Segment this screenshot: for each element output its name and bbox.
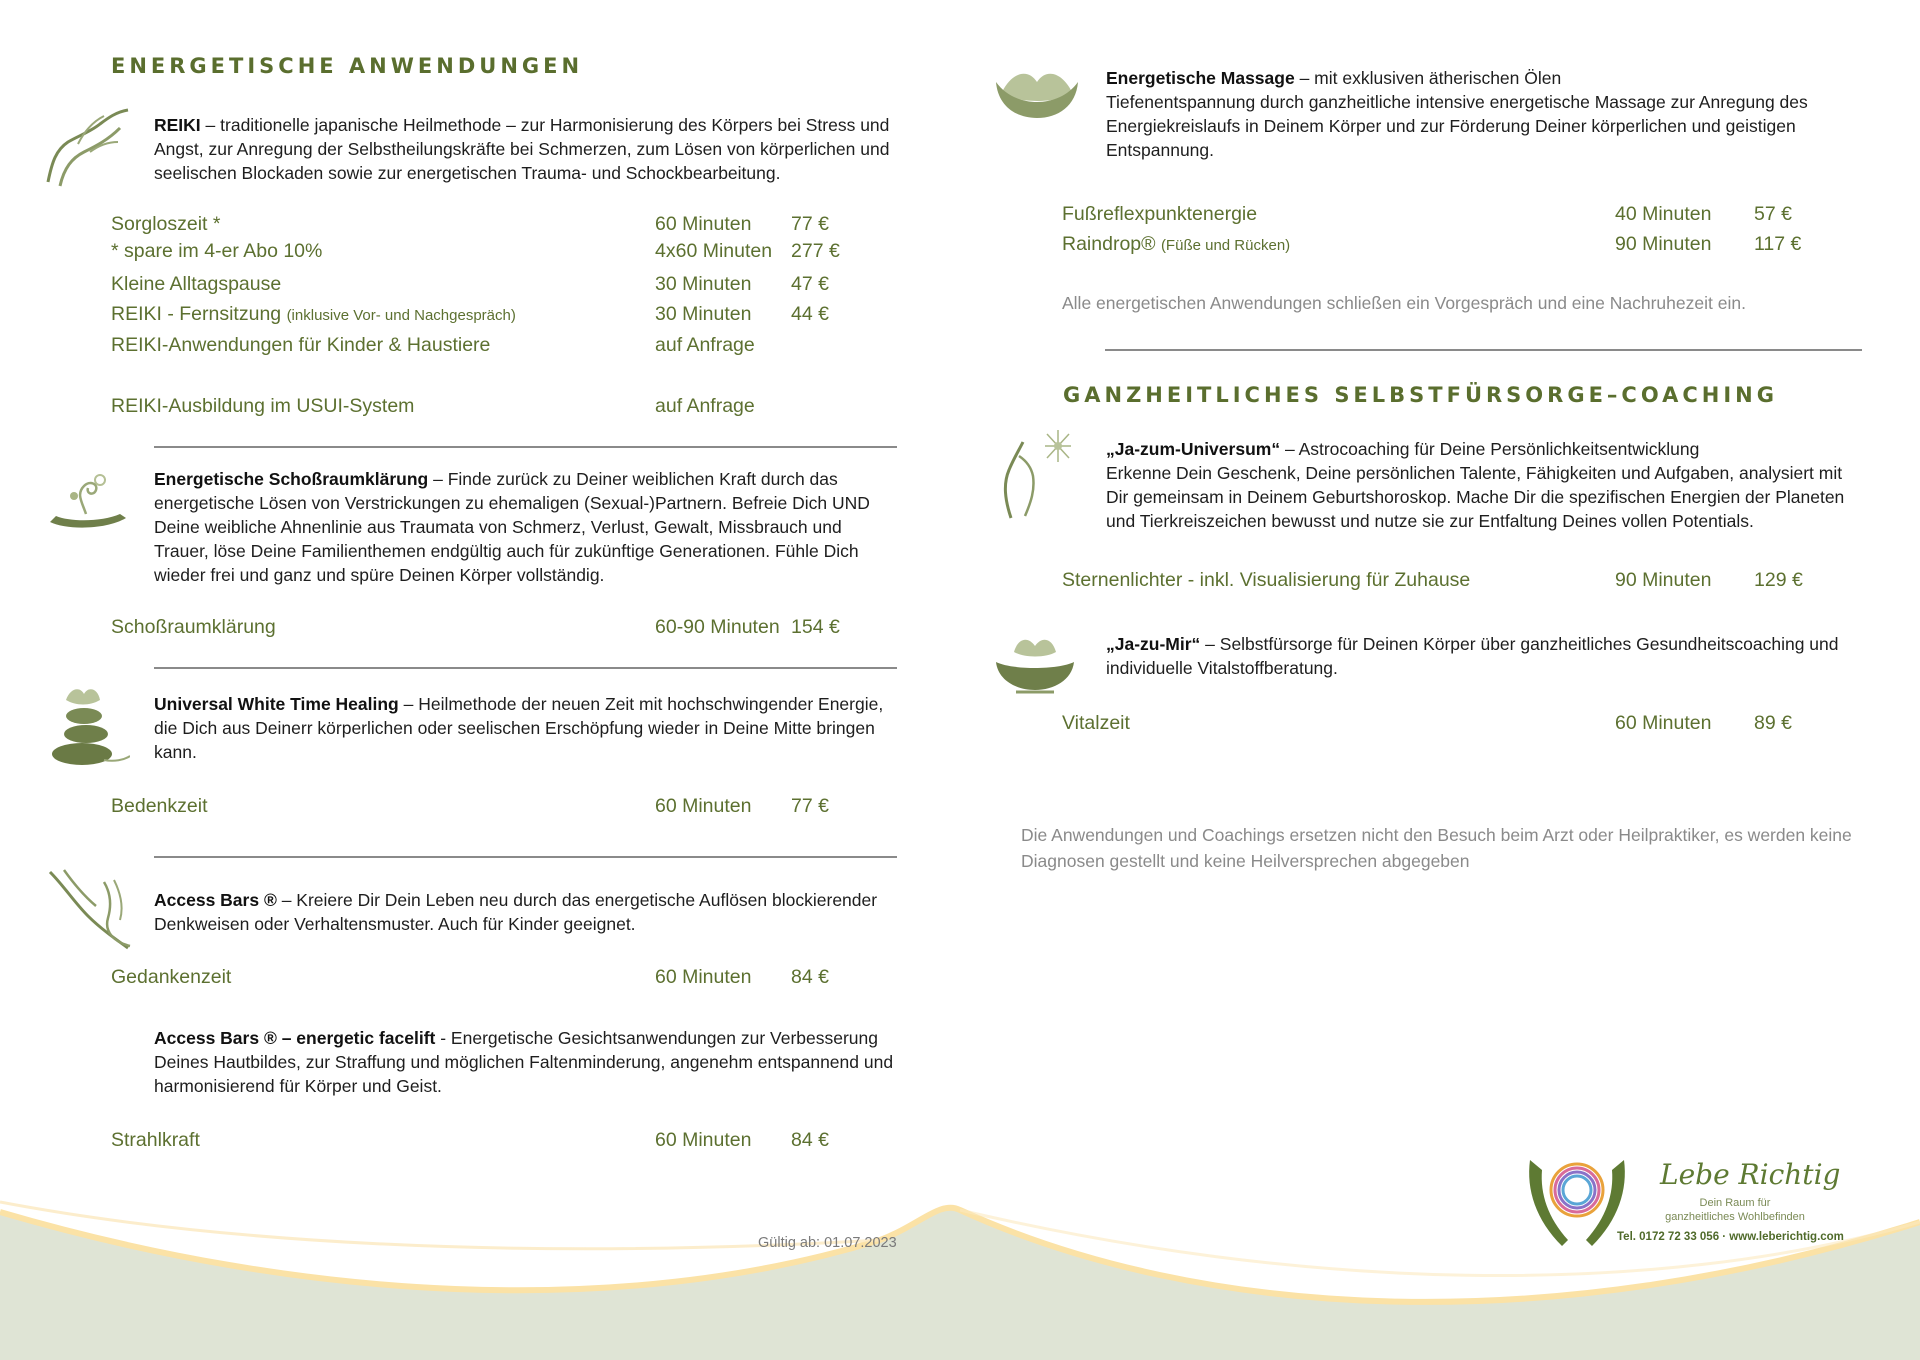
service-price: 44 €	[791, 303, 829, 325]
price-row	[1062, 712, 1862, 742]
access-description	[154, 888, 900, 936]
service-price: 89 €	[1754, 712, 1792, 734]
service-name-note: (Füße und Rücken)	[1160, 237, 1291, 254]
service-name: Strahlkraft	[111, 1129, 200, 1151]
logo-tagline-1: Dein Raum für	[1699, 1197, 1771, 1209]
service-price: 154 €	[791, 616, 840, 638]
price-row	[111, 966, 911, 996]
price-row	[111, 273, 911, 303]
divider	[154, 667, 897, 669]
disclaimer: Die Anwendungen und Coachings ersetzen nicht den Besuch beim Arzt oder Heilpraktiker, es werden keine Diagnosen gestellt und keine Heilversprechen abgegeben	[1021, 825, 1852, 871]
service-price: 117 €	[1754, 233, 1802, 255]
service-price: 47 €	[791, 273, 829, 295]
service-name-text: REIKI - Fernsitzung	[111, 303, 282, 325]
logo-name: Lebe Richtig	[1660, 1158, 1841, 1191]
service-price: 277 €	[791, 240, 840, 262]
section-title-coaching: GANZHEITLICHES SELBSTFÜRSORGE–COACHING	[1063, 383, 1778, 407]
price-row	[111, 240, 911, 270]
massage-subtitle: – mit exklusiven ätherischen Ölen	[1294, 68, 1562, 88]
service-name: Kleine Alltagspause	[111, 273, 282, 295]
service-price: 77 €	[791, 213, 829, 235]
price-row	[111, 1129, 911, 1159]
service-name-note: (inklusive Vor- und Nachgespräch)	[286, 307, 516, 324]
price-row	[111, 795, 911, 825]
service-price: 77 €	[791, 795, 829, 817]
service-duration: 60 Minuten	[655, 795, 752, 817]
mir-title: „Ja-zu-Mir“	[1106, 634, 1201, 654]
service-duration: 60 Minuten	[655, 966, 752, 988]
valid-date: Gültig ab: 01.07.2023	[758, 1235, 897, 1251]
service-name: Fußreflexpunktenergie	[1062, 203, 1258, 225]
price-row	[111, 334, 911, 364]
mir-description	[1106, 632, 1866, 680]
service-duration: 60 Minuten	[655, 213, 752, 235]
service-name	[1062, 233, 1290, 256]
bottom-wave	[0, 1170, 1920, 1360]
uwth-text: – Heilmethode der neuen Zeit mit hochschwingender Energie, die Dich aus Deinerr körperlichen oder seelischen Erschöpfung wieder in Deine Mitte bringen kann.	[154, 694, 884, 762]
service-price: 129 €	[1754, 569, 1803, 591]
service-name: * spare im 4-er Abo 10%	[111, 240, 323, 262]
logo-contact: Tel. 0172 72 33 056 · www.leberichtig.com	[1617, 1231, 1844, 1243]
universum-text: Erkenne Dein Geschenk, Deine persönlichen Talente, Fähigkeiten und Aufgaben, analysiert mit Dir gemeinsam in Deinem Geburtshoroskop. Mache Dir die spezifischen Energien der Planeten und Tierkreiszeichen bewusst und nutze sie zur Entfaltung Deines vollen Potentials.	[1106, 463, 1845, 531]
reiki-hands-icon	[38, 102, 134, 190]
price-row	[111, 395, 911, 425]
price-row	[1062, 233, 1862, 263]
service-duration: 90 Minuten	[1615, 233, 1712, 255]
access-title: Access Bars ®	[154, 890, 277, 910]
reiki-description	[154, 113, 900, 185]
massage-note: Alle energetischen Anwendungen schließen ein Vorgespräch und eine Nachruhezeit ein.	[1062, 293, 1746, 313]
logo-tagline	[1640, 1196, 1830, 1224]
access-text: – Kreiere Dir Dein Leben neu durch das energetische Auflösen blockierender Denkweisen oder Verhaltensmuster. Auch für Kinder geeignet.	[154, 890, 878, 934]
reiki-title: REIKI	[154, 115, 201, 135]
service-name: Bedenkzeit	[111, 795, 208, 817]
service-name-text: Raindrop®	[1062, 233, 1156, 255]
service-duration: 60-90 Minuten	[655, 616, 780, 638]
service-price: 84 €	[791, 1129, 829, 1151]
schoss-title: Energetische Schoßraumklärung	[154, 469, 429, 489]
uwth-description	[154, 692, 900, 764]
price-row	[1062, 569, 1862, 599]
universum-subtitle: – Astrocoaching für Deine Persönlichkeitsentwicklung	[1280, 439, 1700, 459]
universum-title: „Ja-zum-Universum“	[1106, 439, 1281, 459]
divider	[154, 446, 897, 448]
reiki-text: – traditionelle japanische Heilmethode – zur Harmonisierung des Körpers bei Stress und Angst, zur Anregung der Selbstheilungskräfte bei Schmerzen, zum Lösen von körperlichen und seelischen Blockaden sowie zur energetischen Trauma- und Schockbearbeitung.	[154, 115, 890, 183]
service-price: 57 €	[1754, 203, 1792, 225]
service-name: Schoßraumklärung	[111, 616, 276, 638]
service-name: Vitalzeit	[1062, 712, 1130, 734]
massage-text: Tiefenentspannung durch ganzheitliche intensive energetische Massage zur Anregung des Energiekreislaufs in Deinem Körper und zur Förderung Deiner körperlichen und geistigen Entspannung.	[1106, 92, 1808, 160]
service-name: Sternenlichter - inkl. Visualisierung für Zuhause	[1062, 569, 1471, 591]
schoss-description	[154, 467, 900, 587]
universum-description	[1106, 437, 1866, 533]
facelift-description	[154, 1026, 900, 1098]
schoss-text: – Finde zurück zu Deiner weiblichen Kraft durch das energetische Lösen von Verstrickungen zu ehemaligen (Sexual-)Partnern. Befreie Dich UND Deine weibliche Ahnenlinie aus Traumata von Schmerz, Verlust, Gewalt, Missbrauch und Trauer, löse Deine Familienthemen endgültig auch für zukünftige Generationen. Fühle Dich wieder frei und ganz und spüre Deinen Körper vollständig.	[154, 469, 870, 585]
service-duration: 40 Minuten	[1615, 203, 1712, 225]
service-duration: 60 Minuten	[1615, 712, 1712, 734]
facelift-title: Access Bars ® – energetic facelift	[154, 1028, 436, 1048]
mir-text: – Selbstfürsorge für Deinen Körper über ganzheitliches Gesundheitscoaching und individuelle Vitalstoffberatung.	[1106, 634, 1839, 678]
stones-lotus-icon	[44, 680, 130, 770]
service-name: Gedankenzeit	[111, 966, 232, 988]
uwth-title: Universal White Time Healing	[154, 694, 399, 714]
service-duration: 4x60 Minuten	[655, 240, 773, 262]
service-duration: auf Anfrage	[655, 334, 755, 356]
lotus-icon	[992, 62, 1082, 122]
price-row	[111, 303, 911, 333]
open-hands-icon	[44, 862, 140, 952]
service-name: Sorgloszeit *	[111, 213, 221, 235]
hand-star-icon	[995, 420, 1077, 520]
massage-title: Energetische Massage	[1106, 68, 1295, 88]
price-row	[111, 616, 911, 646]
section-title-energetic: ENERGETISCHE ANWENDUNGEN	[111, 54, 584, 78]
service-name: REIKI-Ausbildung im USUI-System	[111, 395, 415, 417]
divider	[154, 856, 897, 858]
service-duration: auf Anfrage	[655, 395, 755, 417]
price-row	[1062, 203, 1862, 233]
service-duration: 30 Minuten	[655, 273, 752, 295]
massage-description	[1106, 66, 1866, 162]
bowl-spiral-icon	[46, 466, 132, 536]
lotus-bowl-icon	[992, 630, 1078, 696]
facelift-text: - Energetische Gesichtsanwendungen zur Verbesserung Deines Hautbildes, zur Straffung und möglichen Faltenminderung, angenehm entspannend und harmonisierend für Körper und Geist.	[154, 1028, 894, 1096]
price-row	[111, 213, 911, 243]
logo-hands-rainbow-icon	[1522, 1150, 1632, 1250]
service-duration: 60 Minuten	[655, 1129, 752, 1151]
service-duration: 30 Minuten	[655, 303, 752, 325]
service-name	[111, 303, 516, 326]
divider	[1105, 349, 1862, 351]
service-duration: 90 Minuten	[1615, 569, 1712, 591]
logo-tagline-2: ganzheitliches Wohlbefinden	[1665, 1211, 1805, 1223]
service-name: REIKI-Anwendungen für Kinder & Haustiere	[111, 334, 491, 356]
service-price: 84 €	[791, 966, 829, 988]
